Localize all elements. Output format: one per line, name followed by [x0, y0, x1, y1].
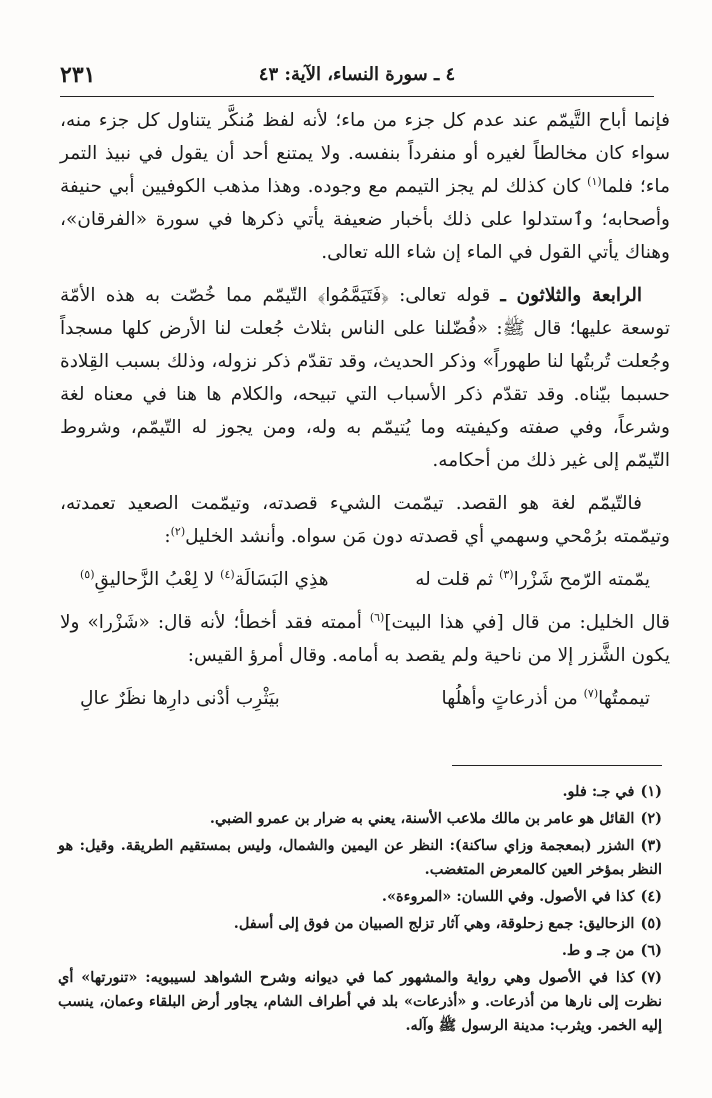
paragraph-3-text: فالتّيمّم لغة هو القصد. تيمّمت الشيء قصدته، وتيمّمت الصعيد تعمدته، وتيمّمته برُمْحي وسهمي أي قصدته دون مَن سواه. وأنشد الخليل: [60, 493, 670, 547]
footnote-number: (٧): [640, 969, 662, 986]
footnote-text: الزحاليق: جمع زحلوقة، وهي آثار تزلج الصبيان من فوق إلى أسفل.: [233, 915, 635, 932]
footnote-ref-7: (٧): [583, 686, 599, 700]
footnote-3: [58, 834, 662, 882]
footnote-ref-5: (٥): [80, 567, 95, 581]
verse-1-second-hemistich: [80, 563, 329, 596]
footnote-ref-1: (١): [587, 174, 602, 188]
paragraph-4: [60, 606, 670, 672]
paragraph-1-text: فإنما أباح التَّيمّم عند عدم كل جزء من ماء؛ لأنه لفظ مُنكَّر يتناول كل جزء منه، سواء كان مخالطاً لغيره أو منفرداً بنفسه. ولا يمتنع أحد أن يقول في نبيذ التمر ماء؛ فلما: [60, 110, 670, 197]
footnote-ref-3: (٣): [499, 567, 514, 581]
footnote-text: الشزر (بمعجمة وزاي ساكنة): النظر عن اليمين والشمال، وليس بمستقيم الطريقة. وقيل: هو النظر بمؤخر العين كالمعرض المتغضب.: [58, 837, 662, 878]
paragraph-4-a: قال الخليل: من قال [في هذا البيت]: [384, 612, 670, 633]
footnote-number: (٤): [640, 888, 662, 905]
verse-1: [80, 563, 650, 596]
page-header: [60, 62, 654, 97]
page-number: ٢٣١: [60, 62, 96, 88]
verse-2-b: من أذرعاتٍ وأهلُها: [441, 688, 584, 709]
footnotes: [58, 780, 662, 1041]
footnote-4: [58, 885, 662, 909]
paragraph-1-tail: كان كذلك لم يجز التيمم مع وجوده. وهذا مذهب الكوفيين أبي حنيفة وأصحابه؛ وٱستدلوا على ذلك بأخبار ضعيفة يأتي ذكرها في سورة «الفرقان»، وهناك يأتي القول في الماء إن شاء الله تعالى.: [60, 176, 670, 263]
footnote-text: القائل هو عامر بن مالك ملاعب الأسنة، يعني به ضرار بن عمرو الضبي.: [209, 810, 635, 827]
paragraph-3-end: :: [164, 526, 171, 547]
paragraph-4-b: أممته فقد أخطأ؛ لأنه قال: «شَزْرا» ولا يكون الشَّزر إلا من ناحية ولم يقصد به أمامه. وقال أمرؤ القيس:: [60, 612, 670, 666]
footnote-text: في جـ: فلو.: [562, 783, 635, 800]
section-lead: الرابعة والثلاثون ـ: [500, 285, 642, 306]
footnote-text: كذا في الأصول. وفي اللسان: «المروءة».: [381, 888, 635, 905]
footnote-ref-4: (٤): [220, 567, 235, 581]
verse-1-c: هذِي البَسَالَة: [234, 569, 329, 590]
footnote-ref-2: (٢): [170, 524, 186, 538]
running-title: ٤ ـ سورة النساء، الآية: ٤٣: [258, 64, 456, 85]
verse-1-a: يمّمته الرّمح شَزْرا: [513, 569, 650, 590]
footnote-text: من جـ و ط.: [561, 942, 635, 959]
footnote-divider: [452, 765, 662, 766]
verse-2-a: تيممتُها: [598, 688, 650, 709]
footnote-6: [58, 939, 662, 963]
main-text: [60, 104, 670, 725]
paragraph-1: [60, 104, 670, 269]
footnote-number: (٢): [640, 810, 662, 827]
footnote-number: (٦): [640, 942, 662, 959]
footnote-1: [58, 780, 662, 804]
footnote-7: [58, 966, 662, 1038]
footnote-5: [58, 912, 662, 936]
paragraph-2: [60, 279, 670, 477]
paragraph-2-text: قوله تعالى: ﴿فَتَيَمَّمُوا﴾ التّيمّم مما خُصّت به هذه الأمّة توسعة عليها؛ قال ﷺ: «فُضّلنا على الناس بثلاث جُعلت لنا الأرض كلها مسجداً وجُعلت تُربتُها لنا طهوراً» وذكر الحديث، وقد تقدّم ذكر نزوله، وذلك بسبب القِلادة حسبما بيّناه. وقد تقدّم ذكر الأسباب التي تبيحه، والكلام ها هنا في معناه لغة وشرعاً، وفي صفته وكيفيته وما يُتيمّم به وله، ومن يجوز له التّيمّم، وشروط التّيمّم إلى غير ذلك من أحكامه.: [60, 285, 670, 471]
verse-1-first-hemistich: [415, 563, 650, 596]
verse-1-b: ثم قلت له: [415, 569, 500, 590]
footnote-text: كذا في الأصول وهي رواية والمشهور كما في ديوانه وشرح الشواهد لسيبويه: «تنورتها» أي نظرت إلى نارها من أذرعات. و «أذرعات» بلد في أطراف الشام، يجاور أرض البلقاء وعمان، ينسب إليه الخمر. ويثرب: مدينة الرسول ﷺ وآله.: [58, 969, 662, 1034]
verse-2: [80, 682, 650, 715]
paragraph-3: [60, 487, 670, 553]
verse-1-d: لا لِعْبُ الزَّحاليقِ: [94, 569, 221, 590]
verse-2-first-hemistich: [441, 682, 650, 715]
verse-2-second-hemistich: بيَثْرِب أدْنى دارِها نظَرٌ عالِ: [80, 688, 280, 709]
footnote-number: (٥): [640, 915, 662, 932]
footnote-ref-6: (٦): [369, 610, 385, 624]
footnote-number: (٣): [640, 837, 662, 854]
footnote-number: (١): [640, 783, 662, 800]
footnote-2: [58, 807, 662, 831]
